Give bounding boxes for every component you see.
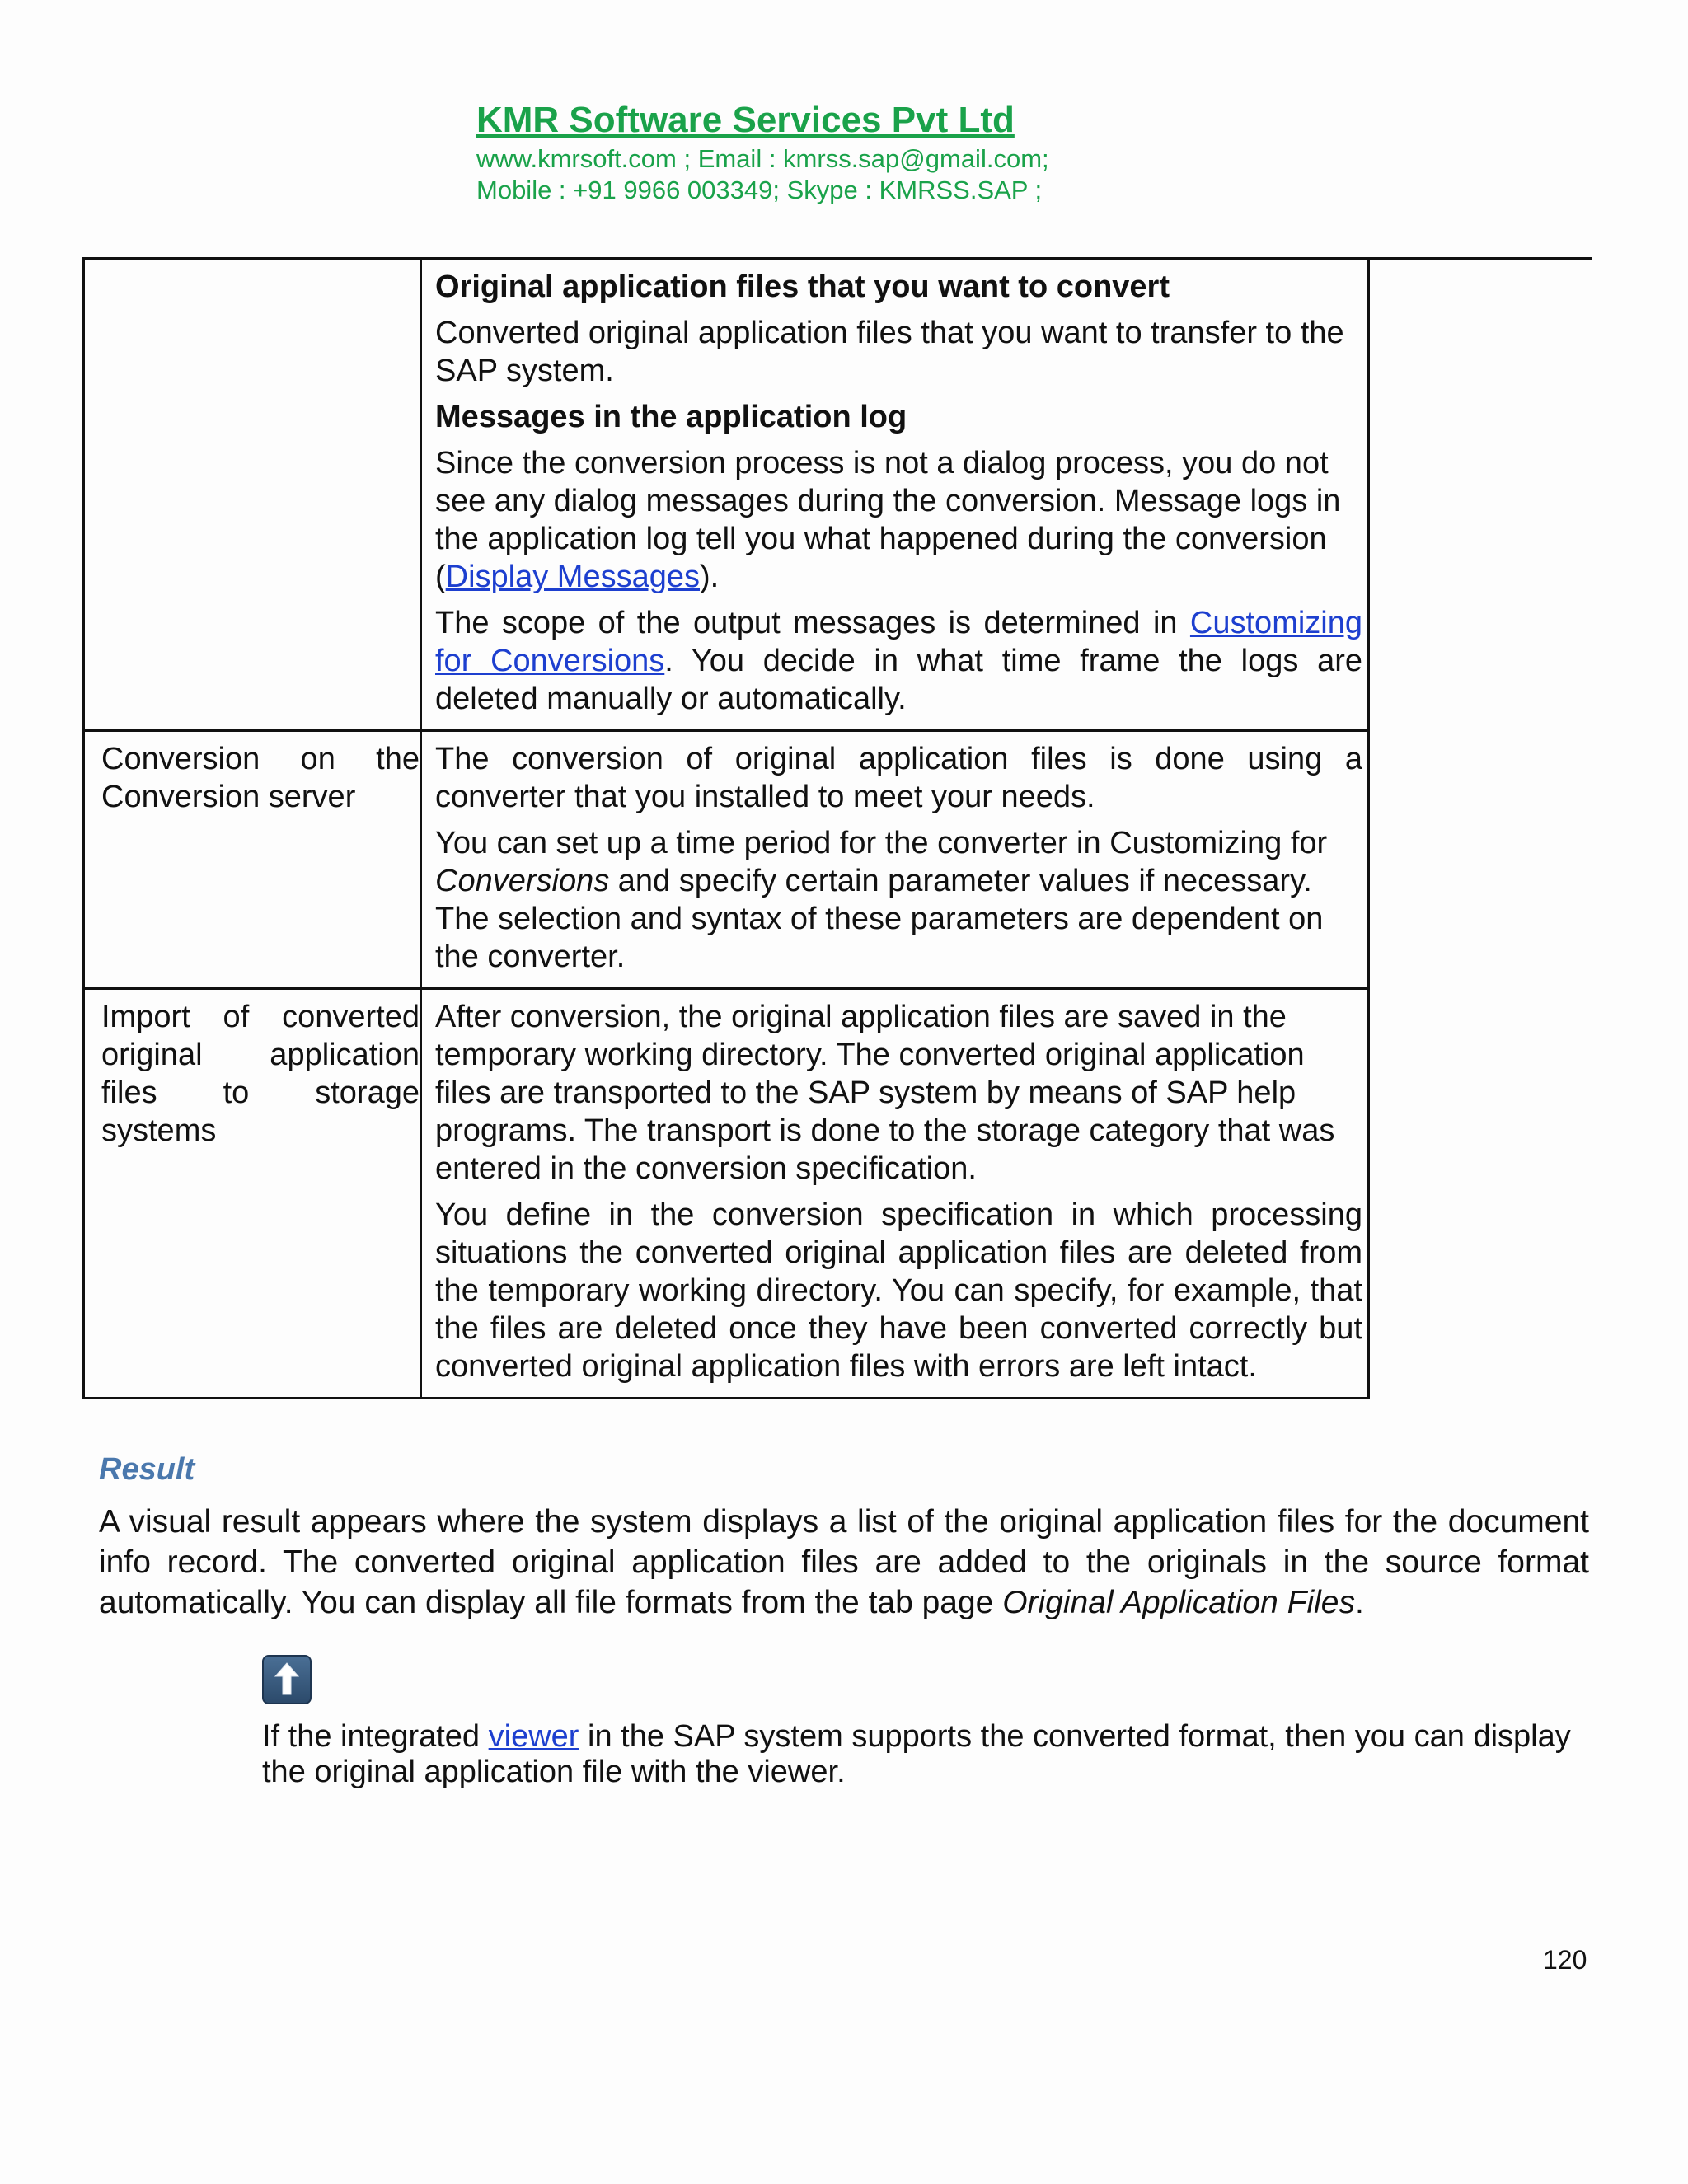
row2-para-time-period: You can set up a time period for the converter in Customizing for Conversions and specify certain parameter values if necessary. The selection and syntax of these parameters are dependent on the converter.	[435, 826, 1328, 974]
up-arrow-icon	[262, 1655, 312, 1704]
contact-mobile-skype: Mobile : +91 9966 003349; Skype : KMRSS.SAP ;	[476, 176, 1043, 204]
result-body: A visual result appears where the system displays a list of the original application files for the document info record. The converted original application files are added to the originals in the source format automatically. You can display all file formats from the tab page Original Application Files.	[99, 1504, 1589, 1620]
row2-para-converter: The conversion of original application files is done using a converter that you installed to meet your needs.	[435, 742, 1362, 814]
page-number: 120	[1543, 1945, 1587, 1975]
row1-para-scope: The scope of the output messages is determined in Customizing for Conversions. You decide in what time frame the logs are deleted manually or automatically.	[435, 606, 1362, 716]
row3-label: Import of converted original application files to storage systems	[101, 1000, 420, 1148]
table-row	[84, 731, 1369, 989]
row1-para-converted-files: Converted original application files that you want to transfer to the SAP system.	[435, 316, 1344, 388]
row2-label: Conversion on the Conversion server	[101, 742, 420, 814]
row3-para-define-specification: You define in the conversion specification in which processing situations the converted original application files are deleted from the temporary working directory. You can specify, for example, that the files are deleted once they have been converted correctly but converted original application files with errors are left intact.	[435, 1197, 1362, 1384]
display-messages-link[interactable]: Display Messages	[445, 560, 700, 594]
table-row	[84, 259, 1369, 731]
row3-label-cell	[84, 989, 421, 1399]
result-heading: Result	[99, 1452, 195, 1487]
row3-para-after-conversion: After conversion, the original application files are saved in the temporary working directory. The converted original application files are transported to the SAP system by means of SAP help programs. The transport is done to the storage category that was entered in the conversion specification.	[435, 1000, 1335, 1186]
page-header	[476, 97, 1049, 206]
row1-label-cell	[84, 259, 421, 731]
customizing-for-conversions-link[interactable]: Customizing for Conversions	[435, 606, 1362, 678]
row3-content-cell	[421, 989, 1369, 1399]
process-table	[82, 257, 1370, 1399]
contact-web-email: www.kmrsoft.com ; Email : kmrss.sap@gmail.com;	[476, 144, 1049, 173]
note-text: If the integrated viewer in the SAP system supports the converted format, then you can display the original application file with the viewer.	[262, 1719, 1571, 1789]
row1-para-messages: Since the conversion process is not a dialog process, you do not see any dialog messages during the conversion. Message logs in the application log tell you what happened during the conversion (Display Messages).	[435, 446, 1341, 594]
viewer-link[interactable]: viewer	[488, 1719, 579, 1754]
row1-heading-messages: Messages in the application log	[435, 400, 907, 434]
row2-label-cell	[84, 731, 421, 989]
row2-content-cell	[421, 731, 1369, 989]
company-name: KMR Software Services Pvt Ltd	[476, 100, 1015, 140]
row1-content-cell	[421, 259, 1369, 731]
table-row	[84, 989, 1369, 1399]
row1-heading-original-files: Original application files that you want to convert	[435, 269, 1170, 304]
